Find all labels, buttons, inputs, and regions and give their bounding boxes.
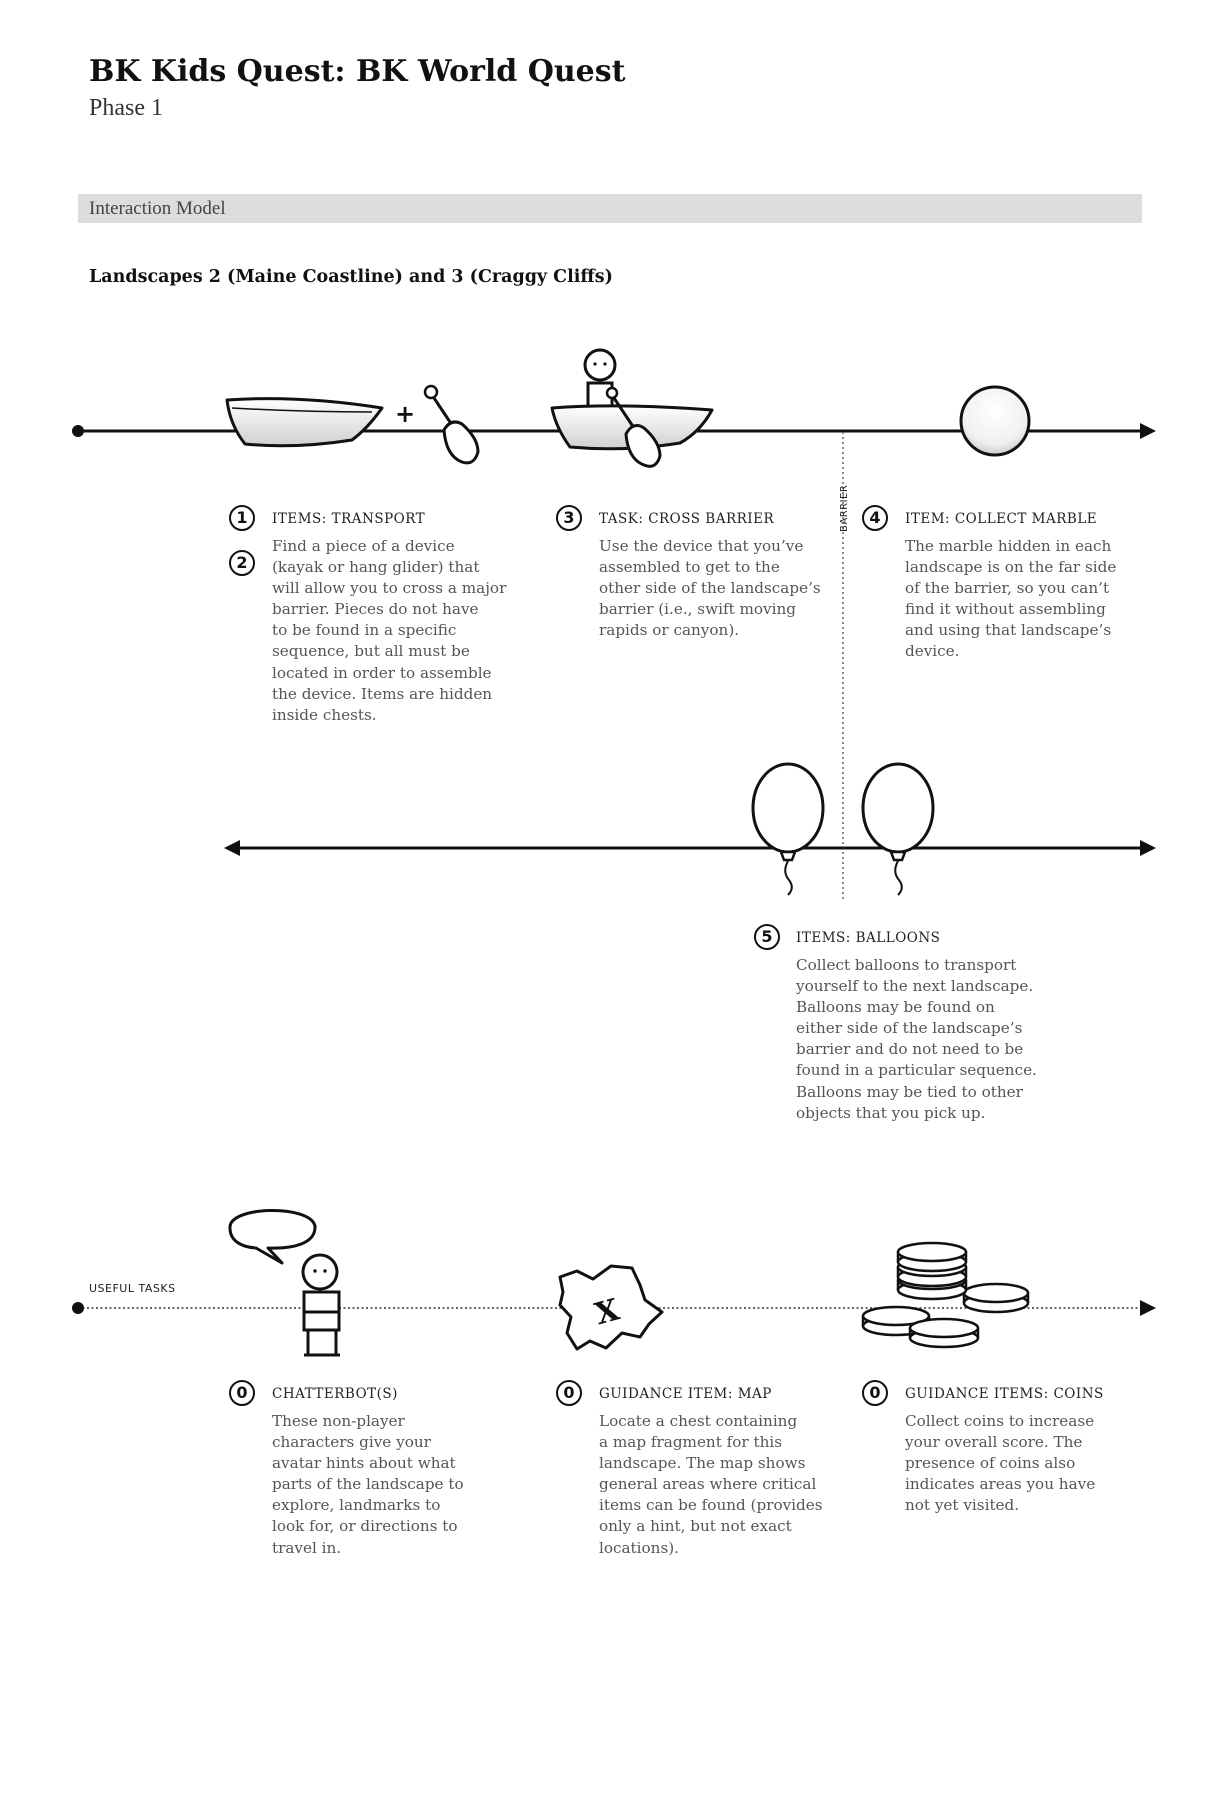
barrier-label: BARRIER [839, 484, 850, 532]
map-icon [560, 1266, 662, 1349]
task-number: 0 [556, 1380, 582, 1406]
kayaker-icon [552, 350, 712, 466]
speech-bubble-icon [230, 1210, 315, 1263]
task-number: 0 [862, 1380, 888, 1406]
step-heading: TASK: CROSS BARRIER [599, 511, 775, 527]
step-number: 2 [229, 550, 255, 576]
marble-icon [961, 387, 1029, 455]
step-description: Collect balloons to transport yourself to the next landscape. Balloons may be found on either side of the landscape’s barrier and do not need to be found in a particular sequence. Balloons may be tied to other objects that you pick up. [796, 956, 1037, 1122]
coins-icon [863, 1243, 1028, 1347]
step-description: The marble hidden in each landscape is on the far side of the barrier, so you can’t find it without assembling and using that landscape’s device. [905, 537, 1117, 661]
balloon-icon [753, 764, 823, 895]
plus-sign: + [394, 400, 416, 428]
balloon-icon [863, 764, 933, 895]
chatterbot-icon [303, 1255, 340, 1355]
step-description: Use the device that you’ve assembled to get to the other side of the landscape’s barrier (i.e., swift moving rapids or canyon). [599, 537, 821, 640]
step-heading: ITEMS: TRANSPORT [272, 511, 426, 527]
task-heading: CHATTERBOT(S) [272, 1386, 398, 1402]
section-label: Interaction Model [89, 198, 226, 219]
page-title: BK Kids Quest: BK World Quest [89, 54, 626, 89]
kayak-icon [227, 399, 382, 446]
step-description: Find a piece of a device (kayak or hang glider) that will allow you to cross a major barrier. Pieces do not have to be found in a specific sequence, but all must be located in order to assemble the device. Items are hidden inside chests. [272, 537, 507, 724]
step-number: 3 [556, 505, 582, 531]
task-heading: GUIDANCE ITEM: MAP [599, 1386, 772, 1402]
task-heading: GUIDANCE ITEMS: COINS [905, 1386, 1104, 1402]
task-description: Locate a chest containing a map fragment for this landscape. The map shows general areas where critical items can be found (provides only a hint, but not exact locations). [599, 1412, 823, 1557]
task-description: Collect coins to increase your overall score. The presence of coins also indicates areas you have not yet visited. [905, 1412, 1096, 1515]
paddle-icon [425, 386, 478, 463]
step-number: 1 [229, 505, 255, 531]
step-number: 5 [754, 924, 780, 950]
map-x-mark: X [591, 1292, 623, 1333]
step-number: 4 [862, 505, 888, 531]
timeline-return [224, 840, 1156, 856]
useful-tasks-label: USEFUL TASKS [89, 1282, 176, 1295]
section-subheading: Landscapes 2 (Maine Coastline) and 3 (Craggy Cliffs) [89, 267, 613, 287]
step-heading: ITEMS: BALLOONS [796, 930, 941, 946]
task-number: 0 [229, 1380, 255, 1406]
task-description: These non-player characters give your avatar hints about what parts of the landscape to explore, landmarks to look for, or directions to travel in. [272, 1412, 464, 1557]
step-heading: ITEM: COLLECT MARBLE [905, 511, 1098, 527]
page-subtitle: Phase 1 [89, 95, 163, 121]
